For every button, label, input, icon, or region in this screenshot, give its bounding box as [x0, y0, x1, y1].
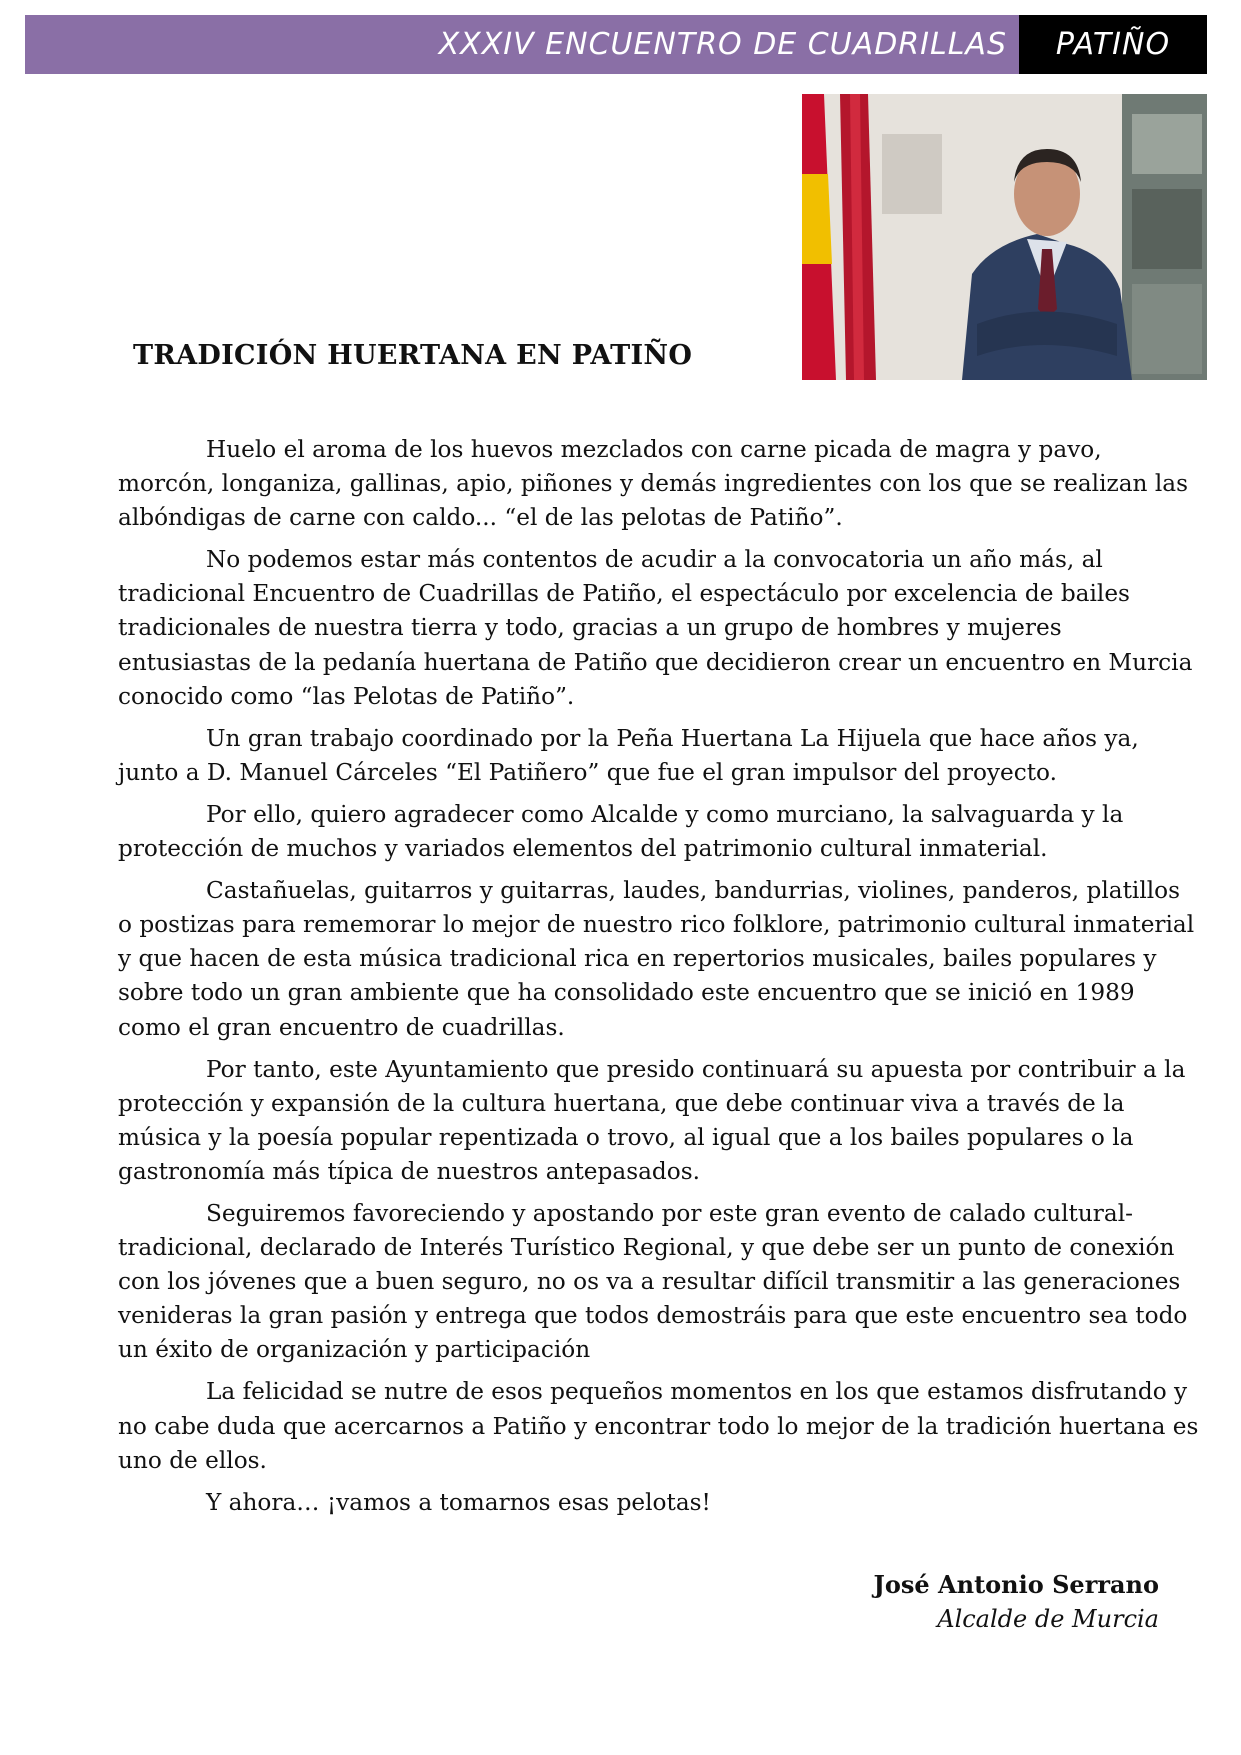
paragraph: Huelo el aroma de los huevos mezclados con carne picada de magra y pavo, morcón, longaniza, gallinas, apio, piñones y demás ingredientes con los que se realizan las albóndigas de carne con caldo... “el de las pelotas de Patiño”.: [118, 436, 1188, 532]
paragraph: Por tanto, este Ayuntamiento que presido continuará su apuesta por contribuir a la protección y expansión de la cultura huertana, que debe continuar viva a través de la música y la poesía popular repentizada o trovo, al igual que a los bailes populares o la gastronomía más típica de nuestros antepasados.: [118, 1055, 1186, 1185]
paragraph: La felicidad se nutre de esos pequeños momentos en los que estamos disfrutando y no cabe duda que acercarnos a Patiño y encontrar todo lo mejor de la tradición huertana es uno de ellos.: [118, 1378, 1199, 1474]
article-body: [118, 433, 1200, 1528]
paragraph: Seguiremos favoreciendo y apostando por este gran evento de calado cultural-tradicional, declarado de Interés Turístico Regional, y que debe ser un punto de conexión con los jóvenes que a buen seguro, no os va a resultar difícil transmitir a las generaciones venideras la gran pasión y entrega que todos demostráis para que este encuentro sea todo un éxito de organización y participación: [118, 1199, 1188, 1364]
paragraph: No podemos estar más contentos de acudir a la convocatoria un año más, al tradicional Encuentro de Cuadrillas de Patiño, el espectáculo por excelencia de bailes tradicionales de nuestra tierra y todo, gracias a un grupo de hombres y mujeres entusiastas de la pedanía huertana de Patiño que decidieron crear un encuentro en Murcia conocido como “las Pelotas de Patiño”.: [118, 546, 1193, 710]
paragraph: Castañuelas, guitarros y guitarras, laudes, bandurrias, violines, panderos, platillos o postizas para rememorar lo mejor de nuestro rico folklore, patrimonio cultural inmaterial y que hacen de esta música tradicional rica en repertorios musicales, bailes populares y sobre todo un gran ambiente que ha consolidado este encuentro que se inició en 1989 como el gran encuentro de cuadrillas.: [118, 877, 1195, 1041]
article-title: TRADICIÓN HUERTANA EN PATIÑO: [133, 340, 693, 371]
portrait-photo: [802, 94, 1207, 380]
paragraph: Un gran trabajo coordinado por la Peña Huertana La Hijuela que hace años ya, junto a D. Manuel Cárceles “El Patiñero” que fue el gran impulsor del proyecto.: [118, 724, 1139, 786]
signature-name: José Antonio Serrano: [873, 1570, 1159, 1599]
header-title: XXXIV ENCUENTRO DE CUADRILLAS: [438, 27, 1007, 62]
header-tag: PATIÑO: [1019, 15, 1207, 74]
signature: [874, 1568, 1160, 1636]
paragraph: Y ahora… ¡vamos a tomarnos esas pelotas!: [206, 1488, 711, 1516]
signature-role: Alcalde de Murcia: [937, 1605, 1159, 1633]
header-band: [25, 15, 1207, 74]
paragraph: Por ello, quiero agradecer como Alcalde y como murciano, la salvaguarda y la protección de muchos y variados elementos del patrimonio cultural inmaterial.: [118, 800, 1124, 863]
